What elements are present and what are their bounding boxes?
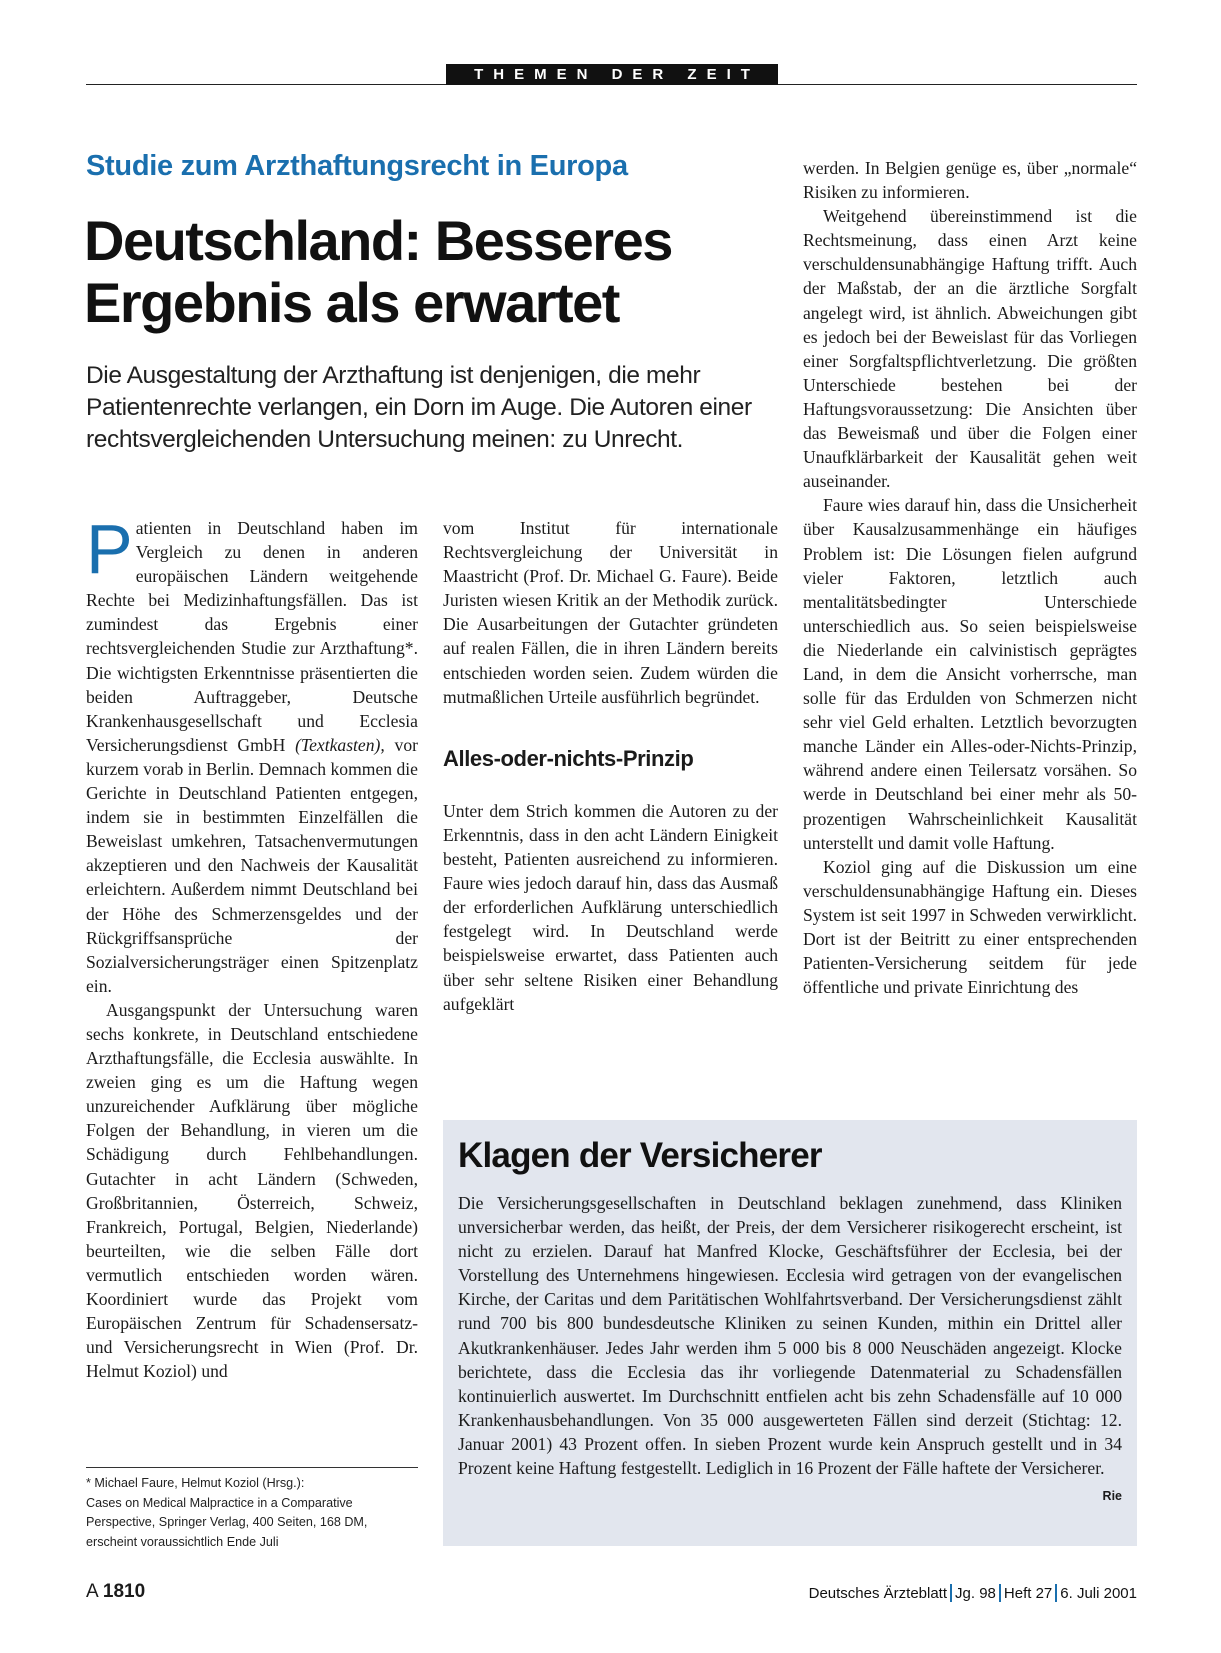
footnote-line: * Michael Faure, Helmut Koziol (Hrsg.): xyxy=(86,1476,305,1490)
footnote-rule xyxy=(86,1467,418,1468)
author-signature: Rie xyxy=(1102,1489,1122,1504)
paragraph: Ausgangspunkt der Untersuchung waren sechs konkrete, in Deutschland entschiedene Arzthaftungsfälle, die Ecclesia auswählte. In zweien ging es um die Haftung wegen unzureichender Aufklärung über mögliche Folgen der Behandlung, in vieren um die Schädigung durch Fehlbehandlungen. Gutachter in acht Ländern (Schweden, Großbritannien, Österreich, Schweiz, Frankreich, Portugal, Belgien, Niederlande) beurteilten, wie die selben Fälle dort vermutlich entschieden worden wären. Koordiniert wurde das Projekt vom Europäischen Zentrum für Schadensersatz- und Versicherungsrecht in Wien (Prof. Dr. Helmut Koziol) und xyxy=(86,999,418,1382)
footer-separator xyxy=(950,1584,952,1602)
section-subheading: Alles-oder-nichts-Prinzip xyxy=(443,745,694,771)
footer-separator xyxy=(999,1584,1001,1602)
article-column-3 xyxy=(803,156,1137,999)
footnote-reference: Cases on Medical Malpractice in a Comparative Perspective, Springer Verlag, 400 Seiten, 168 DM, erscheint voraussichtlich Ende Juli xyxy=(86,1495,368,1549)
info-box-text xyxy=(458,1191,1122,1508)
paragraph: werden. In Belgien genüge es, über „normale“ Risiken zu informieren. xyxy=(803,158,1137,203)
paragraph: Weitgehend übereinstimmend ist die Rechtsmeinung, dass einen Arzt keine verschuldensunabhängige Haftung trifft. Auch der Maßstab, der an die ärztliche Sorgfalt angelegt wird, ist ähnlich. Abweichungen gibt es jedoch bei der Beweislast für das Vorliegen einer Sorgfaltspflichtverletzung. Die größten Unterschiede bestehen bei der Haftungsvoraussetzung: Die Ansichten über das Beweismaß und über die Folgen einer Unaufklärbarkeit der Kausalität gehen weit auseinander. xyxy=(803,206,1137,492)
paragraph-text-end: vor kurzem vorab in Berlin. Demnach kommen die Gerichte in Deutschland Patienten entgegen, indem sie in bestimmten Einzelfällen die Beweislast umkehren, Tatsachenvermutungen akzeptieren und den Nachweis der Kausalität erleichtern. Außerdem nimmt Deutschland bei der Höhe des Schmerzensgeldes und der Rückgriffsansprüche der Sozialversicherungsträger einen Spitzenplatz ein. xyxy=(86,734,418,996)
journal-volume: Jg. 98 xyxy=(955,1585,996,1602)
page-number xyxy=(86,1581,145,1603)
paragraph: Koziol ging auf die Diskussion um eine verschuldensunabhängige Haftung ein. Dieses System ist seit 1997 in Schweden verwirklicht. Dort ist der Beitritt zu einer entsprechenden Patienten-Versicherung seitdem für jede öffentliche und private Einrichtung des xyxy=(803,856,1137,998)
info-box-body: Die Versicherungsgesellschaften in Deutschland beklagen zunehmend, dass Kliniken unversicherbar werden, das heißt, der Preis, der dem Versicherer risikogerecht erscheint, ist nicht zu erzielen. Darauf hat Manfred Klocke, Geschäftsführer der Ecclesia, bei der Vorstellung des Unternehmens hingewiesen. Ecclesia wird getragen von der evangelischen Kirche, der Caritas und dem Paritätischen Wohlfahrtsverband. Der Versicherungsdienst zählt rund 700 bis 800 bundesdeutsche Kliniken zu seinen Kunden, mithin ein Drittel aller Akutkrankenhäuser. Jedes Jahr werden ihm 5 000 bis 8 000 Neuschäden angezeigt. Klocke berichtete, dass die Ecclesia das ihr vorliegende Datenmaterial zu Schadensfällen kontinuierlich auswertet. Im Durchschnitt entfielen acht bis zehn Schadensfälle auf 10 000 Krankenhausbehandlungen. Von 35 000 ausgewerteten Fällen sind derzeit (Stichtag: 12. Januar 2001) 43 Prozent offen. In sieben Prozent wurde kein Anspruch gestellt und in 34 Prozent keine Haftung festgestellt. Lediglich in 16 Prozent der Fälle haftete der Versicherer. xyxy=(458,1193,1122,1479)
journal-name: Deutsches Ärzteblatt xyxy=(808,1585,948,1602)
article-kicker: Studie zum Arzthaftungsrecht in Europa xyxy=(86,150,628,182)
article-lead: Die Ausgestaltung der Arzthaftung ist denjenigen, die mehr Patientenrechte verlangen, ein Dorn im Auge. Die Autoren einer rechtsvergleichenden Untersuchung meinen: zu Unrecht. xyxy=(86,362,752,453)
journal-issue: Heft 27 xyxy=(1003,1585,1053,1602)
footnote xyxy=(86,1474,420,1552)
paragraph: Faure wies darauf hin, dass die Unsicherheit über Kausalzusammenhänge ein häufiges Problem ist: Die Lösungen fielen aufgrund vieler Faktoren, letztlich auch mentalitätsbedingter Unterschiede unterschiedlich aus. So seien beispielsweise die Niederlande ein calvinistisch geprägtes Land, in dem die Ansicht vorherrsche, man solle für das Erdulden von Schmerzen nicht sehr viel Geld erhalten. Letztlich bevorzugten manche Länder ein Alles-oder-Nichts-Prinzip, während andere einen Teilersatz vorsähen. So werde in Deutschland bei einer mehr als 50-prozentigen Wahrscheinlichkeit Kausalität unterstellt und damit volle Haftung. xyxy=(803,495,1137,853)
journal-date: 6. Juli 2001 xyxy=(1060,1585,1137,1602)
article-headline xyxy=(84,210,744,334)
article-column-2 xyxy=(443,516,778,1016)
section-label: THEMEN DER ZEIT xyxy=(446,64,778,85)
paragraph-text: atienten in Deutschland haben im Vergleich zu denen in anderen europäischen Ländern weitgehende Rechte bei Medizinhaftungsfällen. Das ist zumindest das Ergebnis einer rechtsvergleichenden Studie zur Arzthaftung*. Die wichtigsten Erkenntnisse präsentierten die beiden Auftraggeber, Deutsche Krankenhausgesellschaft und Ecclesia Versicherungsdienst GmbH xyxy=(86,518,418,755)
italic-reference: (Textkasten), xyxy=(295,734,385,755)
paragraph xyxy=(86,510,418,998)
article-column-1 xyxy=(86,510,418,1383)
footer-separator xyxy=(1055,1584,1057,1602)
journal-footer xyxy=(809,1584,1137,1602)
page-number-value: 1810 xyxy=(102,1581,146,1602)
info-box-title: Klagen der Versicherer xyxy=(458,1136,822,1175)
drop-cap: P xyxy=(86,510,133,588)
paragraph: Unter dem Strich kommen die Autoren zu der Erkenntnis, dass in den acht Ländern Einigkeit besteht, Patienten ausreichend zu informieren. Faure wies jedoch darauf hin, dass das Ausmaß der erforderlichen Aufklärung unterschiedlich festgelegt wird. In Deutschland werde beispielsweise erwartet, dass Patienten auch über sehr seltene Risiken einer Behandlung aufgeklärt xyxy=(443,800,778,1014)
headline-line-1: Deutschland: Besseres xyxy=(84,209,672,272)
headline-line-2: Ergebnis als erwartet xyxy=(84,271,619,334)
paragraph: vom Institut für internationale Rechtsvergleichung der Universität in Maastricht (Prof. Dr. Michael G. Faure). Beide Juristen wiesen Kritik an der Methodik zurück. Die Ausarbeitungen der Gutachter gründeten auf realen Fällen, die in ihren Ländern bereits entschieden worden seien. Zudem würden die mutmaßlichen Urteile ausführlich begründet. xyxy=(443,518,778,707)
page-prefix: A xyxy=(86,1581,103,1602)
